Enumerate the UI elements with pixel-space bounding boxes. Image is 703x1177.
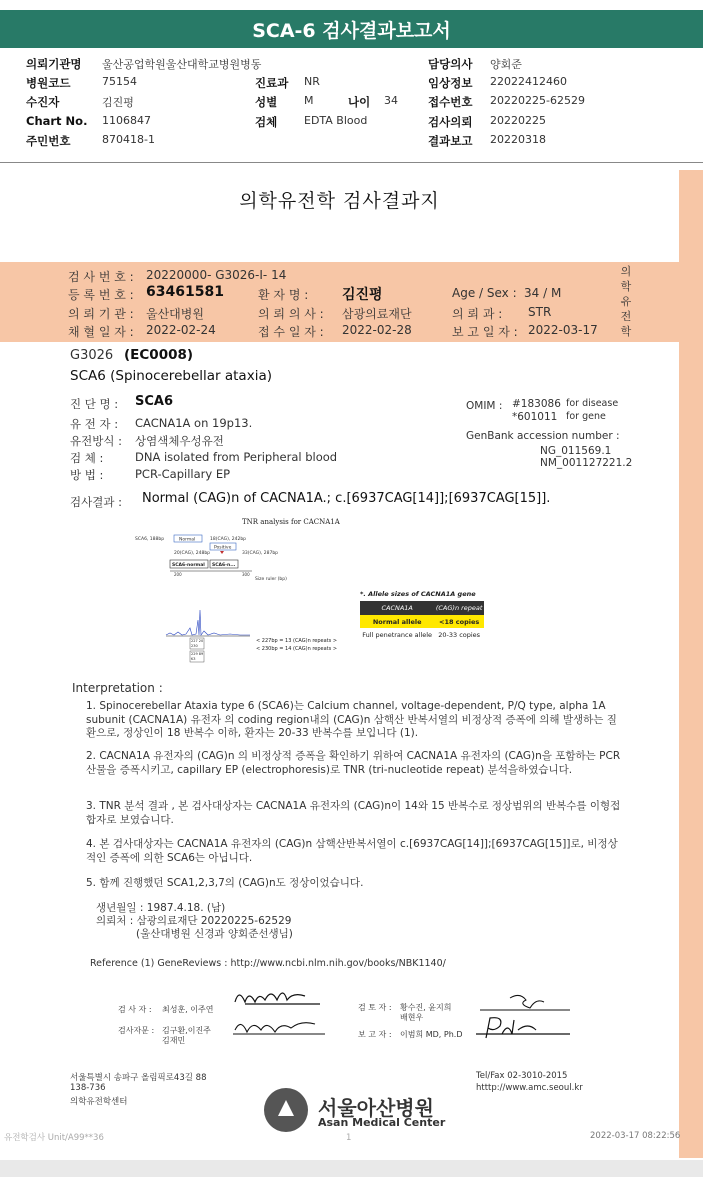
req-doctor-label: 의 뢰 의 사 : bbox=[258, 307, 324, 321]
interpretation-paragraph-5: 5. 함께 진행했던 SCA1,2,3,7의 (CAG)n도 정상이었습니다. bbox=[86, 877, 364, 889]
advisor-label: 검사자문 : bbox=[118, 1026, 155, 1035]
method-value: PCR-Capillary EP bbox=[135, 467, 231, 481]
reviewer-signature bbox=[470, 990, 580, 1014]
table-row bbox=[360, 615, 484, 628]
figure-label: Size ruler (bp) bbox=[255, 577, 287, 582]
electropherogram-trace bbox=[166, 610, 250, 635]
req-inst-value: 울산대병원 bbox=[146, 307, 204, 321]
allele-cell: 20-33 copies bbox=[438, 630, 481, 639]
test-code-2: (EC0008) bbox=[124, 347, 194, 363]
collector-label: 수진자 bbox=[26, 95, 60, 109]
unit-id: 유전학검사 Unit/A99**36 bbox=[4, 1133, 104, 1143]
receive-value: 2022-02-28 bbox=[342, 323, 412, 337]
signature-stroke bbox=[480, 995, 570, 1010]
vertical-char: 유 bbox=[620, 295, 632, 308]
figure-label: SCA6-normal bbox=[172, 563, 205, 568]
figure-label: Normal bbox=[179, 537, 196, 543]
age-sex-value: 34 / M bbox=[524, 286, 562, 300]
address-line-2: 138-736 bbox=[70, 1083, 106, 1093]
reg-no-label: 등 록 번 호 : bbox=[68, 288, 134, 302]
bottom-bar bbox=[0, 1160, 703, 1177]
clinical-label: 임상정보 bbox=[428, 76, 473, 90]
collect-label: 채 혈 일 자 : bbox=[68, 325, 134, 339]
clinical-value: 22022412460 bbox=[490, 75, 567, 88]
figure-label: 33(CAG), 287bp bbox=[242, 551, 279, 556]
examiner-signature bbox=[225, 982, 325, 1012]
hospital-code-label: 병원코드 bbox=[26, 76, 71, 90]
req-inst-label: 의 뢰 기 관 : bbox=[68, 307, 134, 321]
hospital-code-value: 75154 bbox=[102, 75, 137, 88]
logo-graphic bbox=[264, 1088, 308, 1132]
specimen-label: 검체 bbox=[255, 115, 278, 129]
doctor-label: 담당의사 bbox=[428, 57, 473, 71]
reference: Reference (1) GeneReviews : http://www.ncbi.nlm.nih.gov/books/NBK1140/ bbox=[90, 958, 446, 969]
interpretation-paragraph-3: 3. TNR 분석 결과 , 본 검사대상자는 CACNA1A 유전자의 (CAG)n이 14와 15 반복수로 정상범위의 반복수를 이형접합자로 보였습니다. bbox=[86, 800, 621, 826]
patient-value: 김진평 bbox=[342, 287, 383, 303]
test-specimen-label: 검 체 : bbox=[70, 451, 104, 465]
vertical-char: 전 bbox=[620, 310, 632, 323]
chart-label: Chart No. bbox=[26, 114, 88, 128]
reg-no-value: 63461581 bbox=[146, 284, 224, 300]
inheritance-label: 유전방식 : bbox=[70, 434, 122, 448]
signature-stroke bbox=[235, 993, 320, 1004]
diagnosis-value: SCA6 bbox=[135, 394, 174, 409]
header-row-2 bbox=[0, 75, 703, 93]
test-specimen-value: DNA isolated from Peripheral blood bbox=[135, 450, 338, 464]
allele-header-repeat: (CAG)n repeat bbox=[434, 601, 484, 615]
interpretation-paragraph-1: 1. Spinocerebellar Ataxia type 6 (SCA6)는 Calcium channel, voltage-dependent, P/Q type, alpha 1A subunit (CACNA1A) 유전자 의 coding region내의 (CAG)n 삼핵산 반복서열의 비정상적 증폭에 의해 발생하는 질환으로, 정상인이 18 반복수 이하, 환자는 20-33 반복수를 보입니다 (1). bbox=[86, 700, 617, 739]
collector-value: 김진평 bbox=[102, 96, 134, 109]
page-number: 1 bbox=[346, 1133, 352, 1143]
address-line-3: 의학유전학센터 bbox=[70, 1097, 128, 1107]
allele-header-gene: CACNA1A bbox=[360, 601, 434, 615]
report-date-value: 2022-03-17 bbox=[528, 323, 598, 337]
document-title: 의학유전학 검사결과지 bbox=[239, 190, 440, 212]
signature-stroke bbox=[233, 1023, 325, 1034]
receipt-label: 접수번호 bbox=[428, 95, 473, 109]
allele-table-header bbox=[360, 601, 484, 615]
genbank-label: GenBank accession number : bbox=[466, 430, 620, 442]
marker-icon bbox=[220, 551, 224, 554]
test-code: G3026 bbox=[70, 348, 114, 363]
hospital-logo-icon bbox=[264, 1088, 308, 1132]
requester-detail: (울산대병원 신경과 양회준선생님) bbox=[136, 928, 293, 940]
tel-fax: Tel/Fax 02-3010-2015 bbox=[476, 1071, 568, 1081]
hospital-name-kr: 서울아산병원 bbox=[318, 1096, 434, 1120]
hospital-name-en: Asan Medical Center bbox=[318, 1116, 446, 1129]
diagnosis-label: 진 단 명 : bbox=[70, 397, 119, 411]
reviewer-value: 황수진, 윤지희 bbox=[400, 1003, 452, 1012]
figure-label: Positive bbox=[214, 545, 232, 551]
specimen-value: EDTA Blood bbox=[304, 114, 368, 127]
allele-cell: <18 copies bbox=[434, 615, 484, 628]
website: htttp://www.amc.seoul.kr bbox=[476, 1083, 583, 1093]
doctor-value: 양회준 bbox=[490, 58, 522, 71]
advisor-signature bbox=[225, 1014, 335, 1040]
figure-label: K3 bbox=[191, 657, 196, 661]
reviewer-label: 검 토 자 : bbox=[358, 1003, 392, 1012]
sex-value: M bbox=[304, 94, 314, 107]
address-line-1: 서울특별시 송파구 올림픽로43길 88 bbox=[70, 1073, 207, 1083]
vertical-char: 학 bbox=[620, 325, 632, 338]
omim-2-note: for gene bbox=[566, 411, 606, 422]
figure-label: 230 bbox=[191, 644, 198, 648]
exam-no-value: 20220000- G3026-I- 14 bbox=[146, 268, 287, 282]
req-dept-value: STR bbox=[528, 305, 552, 319]
inheritance-value: 상염색체우성유전 bbox=[135, 434, 224, 448]
allele-cell: Full penetrance allele bbox=[362, 630, 433, 639]
reviewer-value-2: 배현우 bbox=[400, 1013, 424, 1022]
req-dept-label: 의 뢰 과 : bbox=[452, 307, 503, 321]
report-header bbox=[0, 50, 703, 166]
receive-label: 접 수 일 자 : bbox=[258, 325, 324, 339]
header-row-3 bbox=[0, 94, 703, 112]
examiner-value: 최성훈, 이주연 bbox=[162, 1005, 214, 1014]
advisor-value-2: 김재민 bbox=[162, 1036, 186, 1045]
patient-info-band bbox=[0, 262, 679, 342]
interpretation-paragraph-2: 2. CACNA1A 유전자의 (CAG)n 의 비정상적 증폭을 확인하기 위하여 CACNA1A 유전자의 (CAG)n을 포함하는 PCR 산물을 증폭시키고, capillary EP (electrophoresis)로 TNR (tri-nucleotide repeat) 분석을하였습니다. bbox=[86, 750, 621, 776]
allele-table bbox=[360, 601, 484, 641]
vertical-char: 학 bbox=[620, 280, 632, 293]
figure-label: 229 89 bbox=[191, 652, 204, 656]
figure-label: 18(CAG), 242bp bbox=[210, 537, 247, 542]
requester: 의뢰처 : 삼광의료재단 20220225-62529 bbox=[96, 915, 292, 927]
omim-1-note: for disease bbox=[566, 398, 619, 409]
advisor-value: 김구환,이진주 bbox=[162, 1026, 211, 1035]
reporter-signature bbox=[470, 1012, 580, 1042]
header-row-4 bbox=[0, 114, 703, 132]
header-row-5 bbox=[0, 133, 703, 151]
institution-value: 울산공업학원울산대학교병원병동 bbox=[102, 58, 262, 71]
resident-value: 870418-1 bbox=[102, 133, 155, 146]
allele-size-table bbox=[360, 590, 486, 641]
reporter-label: 보 고 자 : bbox=[358, 1030, 392, 1039]
resident-label: 주민번호 bbox=[26, 134, 71, 148]
interpretation-paragraph-4: 4. 본 검사대상자는 CACNA1A 유전자의 (CAG)n 삼핵산반복서열이 c.[6937CAG[14]];[6937CAG[15]]로, 비정상적인 증폭에 의한 SCA6는 아닙니다. bbox=[86, 838, 618, 864]
omim-label: OMIM : bbox=[466, 400, 503, 412]
header-row-1 bbox=[0, 56, 703, 74]
result-date-value: 20220318 bbox=[490, 133, 546, 146]
dept-value: NR bbox=[304, 75, 320, 88]
patient-label: 환 자 명 : bbox=[258, 288, 309, 302]
figure-label: 227 20 bbox=[191, 639, 204, 643]
allele-table-title: *. Allele sizes of CACNA1A gene bbox=[360, 590, 476, 598]
table-row bbox=[360, 628, 484, 641]
figure-label: 200 bbox=[174, 572, 182, 577]
genbank-2: NM_001127221.2 bbox=[540, 457, 633, 469]
req-doctor-value: 삼광의료재단 bbox=[342, 307, 412, 321]
institution-label: 의뢰기관명 bbox=[26, 57, 82, 71]
receipt-value: 20220225-62529 bbox=[490, 94, 585, 107]
figure-title: TNR analysis for CACNA1A bbox=[242, 518, 340, 526]
right-margin-strip bbox=[679, 170, 703, 1158]
interpretation-heading: Interpretation : bbox=[72, 681, 163, 695]
print-timestamp: 2022-03-17 08:22:56 bbox=[590, 1131, 681, 1141]
chart-value: 1106847 bbox=[102, 114, 151, 127]
signature-stroke bbox=[476, 1018, 570, 1038]
figure-label: 300 bbox=[242, 572, 250, 577]
request-value: 20220225 bbox=[490, 114, 546, 127]
collect-value: 2022-02-24 bbox=[146, 323, 216, 337]
age-value: 34 bbox=[384, 94, 398, 107]
sex-label: 성별 bbox=[255, 95, 278, 109]
vertical-char: 의 bbox=[620, 265, 632, 278]
vertical-label bbox=[618, 264, 634, 339]
report-date-label: 보 고 일 자 : bbox=[452, 325, 518, 339]
result-label: 검사결과 : bbox=[70, 495, 122, 509]
gene-value: CACNA1A on 19p13. bbox=[135, 416, 253, 430]
genbank-1: NG_011569.1 bbox=[540, 445, 612, 457]
gene-label: 유 전 자 : bbox=[70, 417, 119, 431]
report-title-bar bbox=[0, 10, 703, 48]
result-value: Normal (CAG)n of CACNA1A.; c.[6937CAG[14]];[6937CAG[15]]. bbox=[142, 491, 551, 506]
request-label: 검사의뢰 bbox=[428, 115, 473, 129]
age-label: 나이 bbox=[348, 95, 371, 109]
header-divider bbox=[0, 162, 703, 163]
repeat-annotation-2: < 230bp = 14 (CAG)n repeats > bbox=[256, 646, 338, 652]
repeat-annotation-1: < 227bp = 13 (CAG)n repeats > bbox=[256, 638, 338, 644]
dept-label: 진료과 bbox=[255, 76, 289, 90]
allele-cell: Normal allele bbox=[360, 615, 434, 628]
omim-2: *601011 bbox=[512, 411, 558, 423]
date-of-birth: 생년월일 : 1987.4.18. (남) bbox=[96, 902, 226, 914]
age-sex-label: Age / Sex : bbox=[452, 286, 517, 300]
reporter-value: 이범희 MD, Ph.D bbox=[400, 1030, 463, 1039]
omim-1: #183086 bbox=[512, 398, 561, 410]
examiner-label: 검 사 자 : bbox=[118, 1005, 152, 1014]
test-name: SCA6 (Spinocerebellar ataxia) bbox=[70, 368, 272, 384]
method-label: 방 법 : bbox=[70, 468, 104, 482]
result-date-label: 결과보고 bbox=[428, 134, 473, 148]
figure-label: SCA6-n... bbox=[212, 563, 236, 568]
figure-label: SCA6, 188bp bbox=[135, 537, 165, 542]
report-title: SCA-6 검사결과보고서 bbox=[252, 19, 451, 42]
figure-label: 20(CAG), 248bp bbox=[174, 551, 211, 556]
exam-no-label: 검 사 번 호 : bbox=[68, 270, 134, 284]
